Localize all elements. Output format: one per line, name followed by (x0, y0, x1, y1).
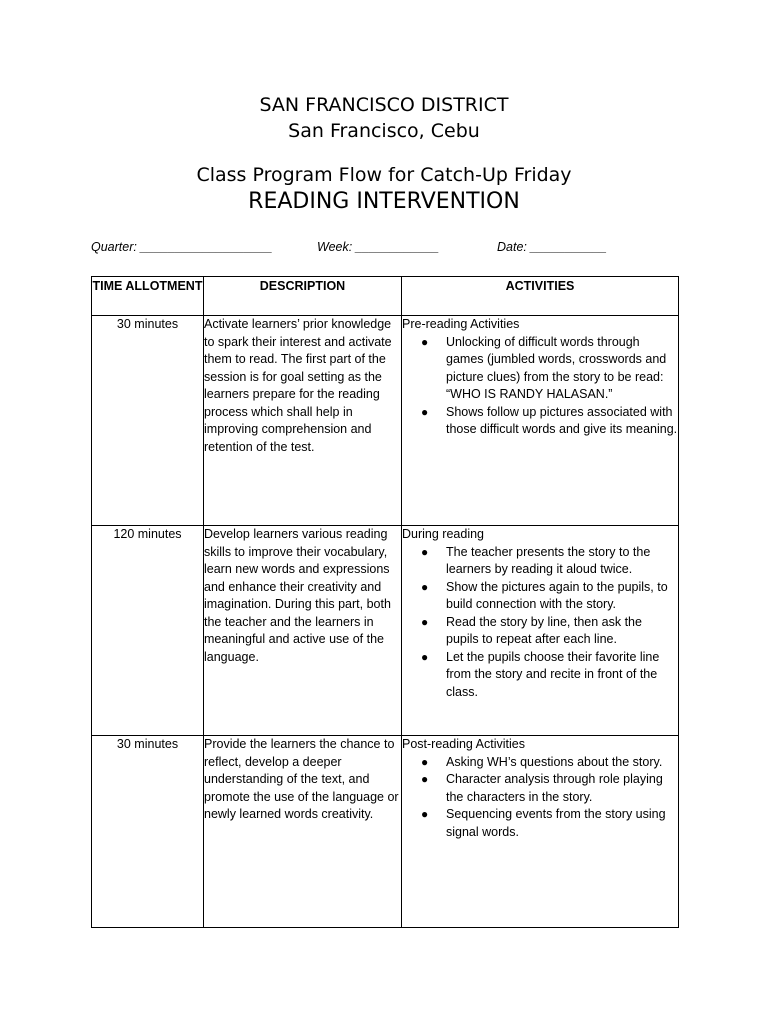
list-item (402, 404, 678, 439)
activity-title: During reading (402, 527, 484, 541)
description-cell: Provide the learners the chance to reflect, develop a deeper understanding of the text, and promote the use of the language or newly learned words creativity. (204, 736, 402, 928)
bullet-icon: ● (421, 579, 429, 594)
activity-list (402, 334, 678, 439)
list-item (402, 544, 678, 579)
district-heading: SAN FRANCISCO DISTRICT (259, 94, 509, 116)
activities-cell (402, 316, 679, 526)
activity-title: Pre-reading Activities (402, 317, 520, 331)
list-item (402, 771, 678, 806)
table-header-row (92, 277, 679, 316)
bullet-icon: ● (421, 772, 429, 786)
list-item (402, 806, 678, 841)
table-row (92, 736, 679, 928)
time-cell: 30 minutes (92, 736, 204, 928)
bullet-icon: ● (421, 649, 429, 664)
table-row (92, 526, 679, 736)
bullet-icon: ● (421, 807, 429, 821)
activity-text: Character analysis through role playing the characters in the story. (446, 772, 663, 804)
activity-text: The teacher presents the story to the learners by reading it aloud twice. (446, 544, 651, 576)
activity-list (402, 544, 678, 702)
list-item (402, 754, 678, 772)
city-heading: San Francisco, Cebu (288, 120, 480, 142)
description-cell: Activate learners’ prior knowledge to spark their interest and activate them to read. The first part of the session is for goal setting as the learners prepare for the reading process which shall help in improving comprehension and retention of the test. (204, 316, 402, 526)
activity-title: Post-reading Activities (402, 737, 525, 751)
program-title: Class Program Flow for Catch-Up Friday (196, 164, 572, 186)
bullet-icon: ● (421, 614, 429, 629)
activity-text: Sequencing events from the story using signal words. (446, 807, 666, 839)
list-item (402, 579, 678, 614)
time-cell: 120 minutes (92, 526, 204, 736)
activity-text: Unlocking of difficult words through games (jumbled words, crosswords and picture clues) from the story to be read: “WHO IS RANDY HALASAN.” (446, 334, 667, 401)
activities-cell (402, 526, 679, 736)
activity-text: Asking WH’s questions about the story. (446, 754, 663, 769)
date-field: Date: ___________ (497, 240, 607, 254)
list-item (402, 334, 678, 404)
activity-text: Show the pictures again to the pupils, to build connection with the story. (446, 579, 668, 611)
quarter-field: Quarter: ___________________ (91, 240, 273, 254)
list-item (402, 649, 678, 702)
class-program-table (91, 276, 679, 928)
activity-text: Shows follow up pictures associated with those difficult words and give its meaning. (446, 404, 678, 436)
bullet-icon: ● (421, 404, 429, 419)
bullet-icon: ● (421, 544, 429, 559)
activities-cell (402, 736, 679, 928)
week-field: Week: ____________ (317, 240, 440, 254)
activity-text: Let the pupils choose their favorite line from the story and recite in front of the class. (446, 649, 660, 699)
description-cell: Develop learners various reading skills to improve their vocabulary, learn new words and expressions and enhance their creativity and imagination. During this part, both the teacher and the learners in meaningful and active use of the language. (204, 526, 402, 736)
table-row (92, 316, 679, 526)
activity-text: Read the story by line, then ask the pupils to repeat after each line. (446, 614, 642, 646)
header-time-allotment: TIME ALLOTMENT (92, 277, 204, 316)
subject-title: READING INTERVENTION (248, 189, 520, 214)
time-cell: 30 minutes (92, 316, 204, 526)
bullet-icon: ● (421, 754, 429, 769)
header-description: DESCRIPTION (204, 277, 402, 316)
header-activities: ACTIVITIES (402, 277, 679, 316)
list-item (402, 614, 678, 649)
activity-list (402, 754, 678, 842)
bullet-icon: ● (421, 334, 429, 349)
